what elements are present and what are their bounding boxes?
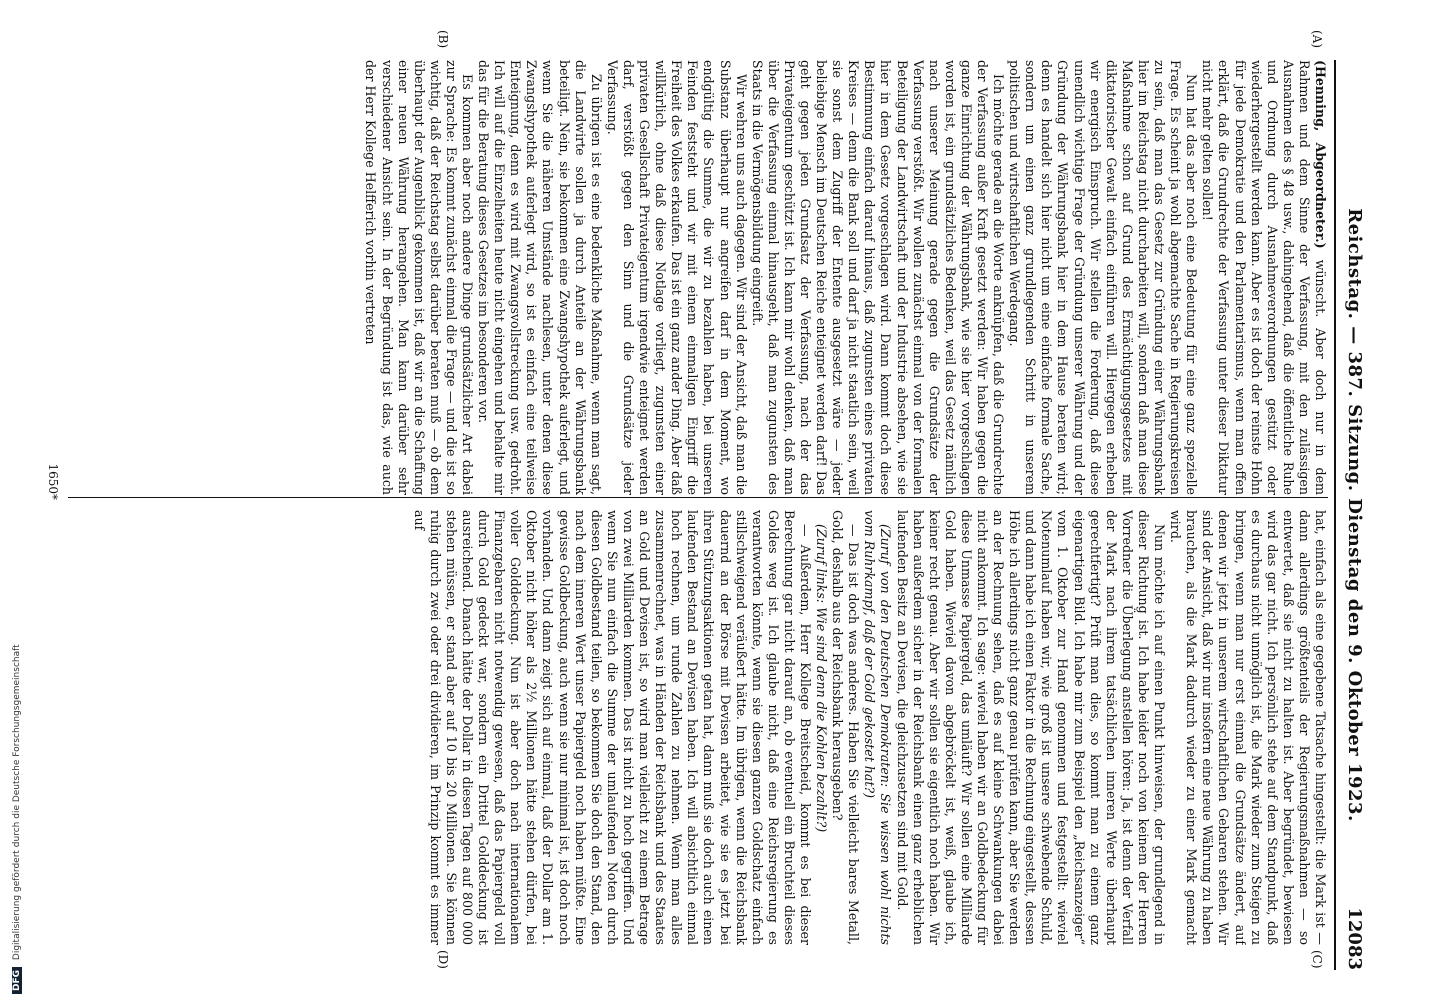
header-section: Reichstag. — 387. Sitzung. bbox=[1344, 208, 1366, 492]
paragraph: Nun möchte ich auf einen Punkt hinweisen, der grundlegend in dieser Richtung ist. Ich habe leider noch von keinem der Herren Vorredner die Überlegung anstellen hören: Ja, ist denn der Verfall der Mark nach ihrem tatsächlichen inneren Werte überhaupt gerechtfertigt? Prüft man dies, so kommt man zu einem ganz eigenartigen Bild. Ich habe mir zum Beispiel den „Reichsanzeiger“ vom 1. Oktober zur Hand genommen und festgestellt: wieviel Notenumlauf haben wir, wie groß ist unsere schwebende Schuld, und dann habe ich einen Faktor in die Rechnung eingestellt, dessen Höhe ich allerdings nicht ganz genau prüfen kann, aber Sie werden an der Rechnung sehen, daß es auf kleine Schwankungen dabei nicht ankommt. Ich sage: wieviel haben wir an Goldbedeckung für diese Unmasse Papiergeld, das umläuft? Wir sollen eine Milliarde Gold haben. Wieviel davon abgebröckelt ist, weiß, glaube ich, keiner recht genau. Aber wir sollen sie eigentlich noch haben. Wir haben außerdem sicher in der Reichsbank einen ganz erheblichen laufenden Besitz an Devisen, die gleichzusetzen sind mit Gold. bbox=[894, 510, 1168, 945]
digitization-credit bbox=[8, 4, 22, 994]
dfg-logo: DFG bbox=[12, 967, 22, 994]
margin-mark-c: (C) bbox=[1310, 950, 1324, 969]
paragraph: — Das ist doch was anderes. Haben Sie vielleicht bares Metall, Gold, deshalb aus der Reichsbank herausgeben? bbox=[830, 510, 862, 945]
paragraph: hat, einfach als eine gegebene Tatsache hingestellt: die Mark ist — dann allerdings größtenteils der Regierungsmaßnahmen — so entwertet, daß sie nicht zu halten ist. Aber begründet, bewiesen wird das gar nicht. Ich persönlich stehe auf dem Standpunkt, daß es durchaus nicht unmöglich ist, die Mark wieder zum Steigen zu bringen, wenn man nur erst einmal die Grundsätze ändert, auf denen wir jetzt in unserem wirtschaftlichen Gebaren stehen. Wir sind der Ansicht, daß wir nur insofern eine neue Währung zu haben brauchen, als die Mark dadurch wieder zu einer Mark gemacht wird. bbox=[1168, 510, 1328, 945]
margin-mark-b: (B) bbox=[436, 30, 450, 49]
header-date: Dienstag den 9. Oktober 1923. bbox=[1344, 498, 1366, 822]
speaker-name: (Henning, Abgeordneter.) bbox=[1313, 60, 1328, 249]
sheet-number: 1650* bbox=[46, 463, 60, 500]
interjection: (Zuruf links: Wie sind denn die Kohlen bezahlt?) bbox=[814, 524, 830, 833]
paragraph: Nun hat das aber noch eine Bedeutung für eine ganz spezielle Frage. Es scheint ja wohl abgemachte Sache in Regierungskreisen zu sein, daß man das Gesetz zur Gründung einer Währungsbank hier im Reichstag nicht durcharbeiten will, sondern daß man diese Maßnahme schon auf Grund des Ermächtigungsgesetzes mit diktatorischer Gewalt einfach einführen will. Hiergegen erheben wir energisch Einspruch. Wir stellen die Forderung, daß diese unendlich wichtige Frage der Gründung unserer Währung und der Gründung der Währungsbank hier in dem Hause beraten wird; denn es handelt sich hier nicht um eine einfache formale Sache, sondern um einen ganz grundlegenden Schritt in unserem politischen und wirtschaftlichen Werdegang. bbox=[1007, 60, 1200, 495]
credit-text: Digitalisierung gefördert durch die Deutsche Forschungsgemeinschaft bbox=[12, 644, 22, 961]
page-header bbox=[1340, 60, 1370, 970]
paragraph: Wir wehren uns auch dagegen. Wir sind der Ansicht, daß man die Substanz überhaupt nur angreifen darf in dem Moment, wo endgültig die Summe, die wir zu bezahlen haben, bei unseren Feinden feststeht und wir mit einem einmaligen Eingriff die Freiheit des Volkes erkaufen. Das ist ein ganz ander Ding. Aber daß willkürlich, ohne daß diese Notlage vorliegt, zugunsten einer privaten Gesellschaft Privateigentum irgendwie enteignet werden darf, verstößt gegen den Sinn und die Grundsätze jeder Verfassung. bbox=[604, 60, 749, 495]
paragraph bbox=[1199, 60, 1328, 495]
header-rule bbox=[1334, 60, 1336, 970]
margin-mark-a: (A) bbox=[1310, 30, 1324, 49]
paragraph: Es kommen aber noch andere Dinge grundsätzlicher Art dabei zur Sprache: Es kommt zunächst einmal die Frage — und die ist so wichtig, daß der Reichstag selbst darüber beraten muß — ob dem überhaupt der Augenblick gekommen ist, daß wir an die Schaffung einer neuen Währung herangehen. Man kann darüber sehr verschiedener Ansicht sein. In der Begründung ist das, wie auch der Herr Kollege Helfferich vorhin vertreten bbox=[363, 60, 476, 495]
column-divider bbox=[68, 497, 1328, 498]
right-column bbox=[68, 510, 1328, 945]
paragraph-text: wünscht. Aber doch nur in dem Rahmen und dem Sinne der Verfassung, mit den zulässigen Ausnahmen des § 48 usw., dahingehend, daß die öffentliche Ruhe und Ordnung durch Ausnahmeverordnungen gestützt oder wiederhergestellt werden kann. Aber es ist doch der reinste Hohn für jede Demokratie und den Parlamentarismus, wenn man offen erklärt, daß die Grundrechte der Verfassung unter dieser Diktatur nicht mehr gelten sollen! bbox=[1200, 60, 1328, 495]
paragraph: — Außerdem, Herr Kollege Breitscheid, kommt es bei dieser Berechnung gar nicht darauf an, ob eventuell ein Bruchteil dieses Goldes weg ist. Ich glaube nicht, daß eine Reichsregierung es verantworten könnte, wenn sie diesen ganzen Goldschatz einfach stillschweigend veräußert hätte. Im übrigen, wenn die Reichsbank dauernd an der Börse mit Devisen arbeitet, wie sie es jetzt bei ihren Stützungsaktionen getan hat, dann muß sie doch auch einen laufenden Bestand an Devisen haben. Ich will absichtlich einmal hoch rechnen, um runde Zahlen zu nehmen. Wenn man alles zusammenrechnet, was in Händen der Reichsbank und des Staates an Gold und Devisen ist, so wird man vielleicht zu einem Betrage von zwei Milliarden kommen. Das ist nicht zu hoch gegriffen. Und wenn Sie nun einfach die Summe der umlaufenden Noten durch diesen Goldbestand teilen, so bekommen Sie doch den Stand, den nach dem inneren Wert unser Papiergeld noch haben müßte. Eine gewisse Goldbeckung, auch wenn sie nur minimal ist, ist doch noch vorhanden. Und dann zeigt sich auf einmal, daß der Dollar am 1. Oktober nicht höher als 2½ Millionen hätte stehen dürfen, bei voller Golddeckung. Nun ist aber doch nach internationalem Finanzgebaren nicht notwendig gewesen, daß das Papiergeld voll durch Gold gedeckt war, sondern ein Drittel Golddeckung ist ausreichend. Danach hätte der Dollar in diesen Tagen auf 800 000 stehen müssen, er stand aber auf 10 bis 20 Millionen. Sie können ruhig durch zwei oder drei dividieren, im Prinzip kommt es immer auf bbox=[411, 510, 813, 945]
paragraph: Ich möchte gerade an die Worte anknüpfen, daß die Grundrechte der Verfassung außer Kraft gesetzt werden: Wir haben gegen die ganze Einrichtung der Währungsbank, wie sie hier vorgeschlagen worden ist, ein grundsätzliches Bedenken, weil das Gesetz nämlich nach unserer Meinung gerade gegen die Grundsätze der Verfassung verstößt. Wir wollen zunächst einmal von der formalen Beteiligung der Landwirtschaft und der Industrie absehen, wie sie hier in dem Gesetz vorgeschlagen wird. Dann kommt doch diese Bestimmung einfach darauf hinaus, daß zugunsten eines privaten Kreises — denn die Bank soll und darf ja nicht staatlich sein, weil sie sonst dem Zugriff der Entente ausgesetzt wäre — jeder beliebige Mensch im Deutschen Reiche enteignet werden darf! Das geht gegen jeden Grundsatz der Verfassung, nach der das Privateigentum geschützt ist. Ich kann mir wohl denken, daß man über die Verfassung einmal hinausgeht, daß man zugunsten des Staats in die Vermögensbildung eingreift. bbox=[749, 60, 1007, 495]
paragraph: Zu übrigen ist es eine bedenkliche Maßnahme, wenn man sagt, die Landwirte sollen ja durch Anteile an der Währungsbank beteiligt. Nein, sie bekommen eine Zwangshypothek auferlegt, und wenn Sie die näheren Umstände nachlesen, unter denen diese Zwangshypothek auferlegt wird, so ist es einfach eine teilweise Enteignung, denn es wird mit Zwangsvollstreckung usw. gedroht. Ich will auf die Einzelheiten heute nicht eingehen und behalte mir das für die Beratung dieses Gesetzes im besonderen vor. bbox=[476, 60, 604, 495]
left-column bbox=[68, 60, 1328, 495]
page-number: 12083 bbox=[1344, 907, 1366, 970]
margin-mark-d: (D) bbox=[436, 950, 450, 969]
interjection: (Zuruf von den Deutschen Demokraten: Sie wissen wohl nichts vom Ruhrkampf, daß der Gold gekostet hat?) bbox=[862, 510, 894, 945]
